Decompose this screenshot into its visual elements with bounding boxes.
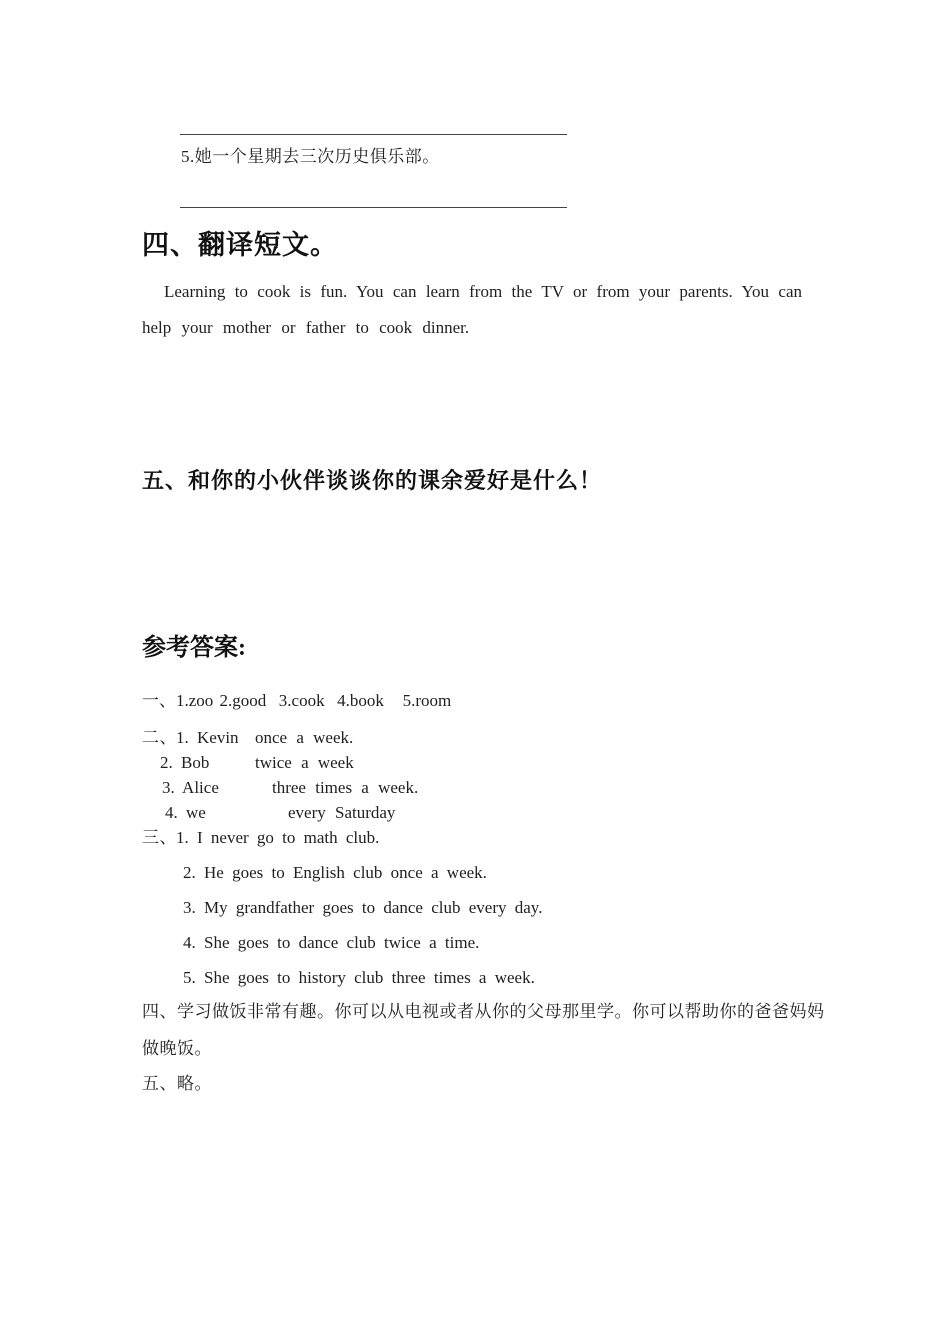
- passage-line-1: Learning to cook is fun. You can learn from the TV or from your parents. You can: [164, 282, 802, 301]
- answer-part-three-sentence: 3. My grandfather goes to dance club every day.: [183, 898, 543, 917]
- translate-item-5: 5.她一个星期去三次历史俱乐部。: [181, 147, 440, 166]
- section-five-heading: 五、和你的小伙伴谈谈你的课余爱好是什么！: [142, 468, 603, 493]
- answer-part-three-label: 三、: [142, 828, 177, 847]
- answer-part-two-item: 1. Kevin: [176, 728, 239, 747]
- answer-blank-line: [180, 207, 567, 208]
- answer-part-five: 五、略。: [142, 1074, 212, 1093]
- answer-part-two-frequency: every Saturday: [288, 803, 396, 822]
- passage-line-2: help your mother or father to cook dinner.: [142, 318, 470, 337]
- answer-part-three-sentence: 2. He goes to English club once a week.: [183, 863, 487, 882]
- answer-part-two-item: 4. we: [165, 803, 206, 822]
- answer-part-three-sentence: 5. She goes to history club three times a week.: [183, 968, 535, 987]
- answer-part-three-sentence: 1. I never go to math club.: [176, 828, 380, 847]
- answer-part-two-frequency: once a week.: [255, 728, 354, 747]
- answer-blank-line: [180, 134, 567, 135]
- section-four-heading: 四、翻译短文。: [142, 230, 338, 260]
- answer-part-two-label: 二、: [142, 728, 177, 747]
- answer-part-two-item: 2. Bob: [160, 753, 210, 772]
- answer-part-one: 一、1.zoo 2.good 3.cook 4.book 5.room: [142, 691, 452, 710]
- answer-part-four-line-2: 做晚饭。: [142, 1039, 212, 1058]
- answer-part-three-sentence: 4. She goes to dance club twice a time.: [183, 933, 480, 952]
- answer-part-two-frequency: twice a week: [255, 753, 354, 772]
- answer-part-four-line-1: 四、学习做饭非常有趣。你可以从电视或者从你的父母那里学。你可以帮助你的爸爸妈妈: [142, 1002, 825, 1021]
- answer-key-heading: 参考答案:: [142, 635, 246, 661]
- answer-part-two-frequency: three times a week.: [272, 778, 419, 797]
- answer-part-two-item: 3. Alice: [162, 778, 219, 797]
